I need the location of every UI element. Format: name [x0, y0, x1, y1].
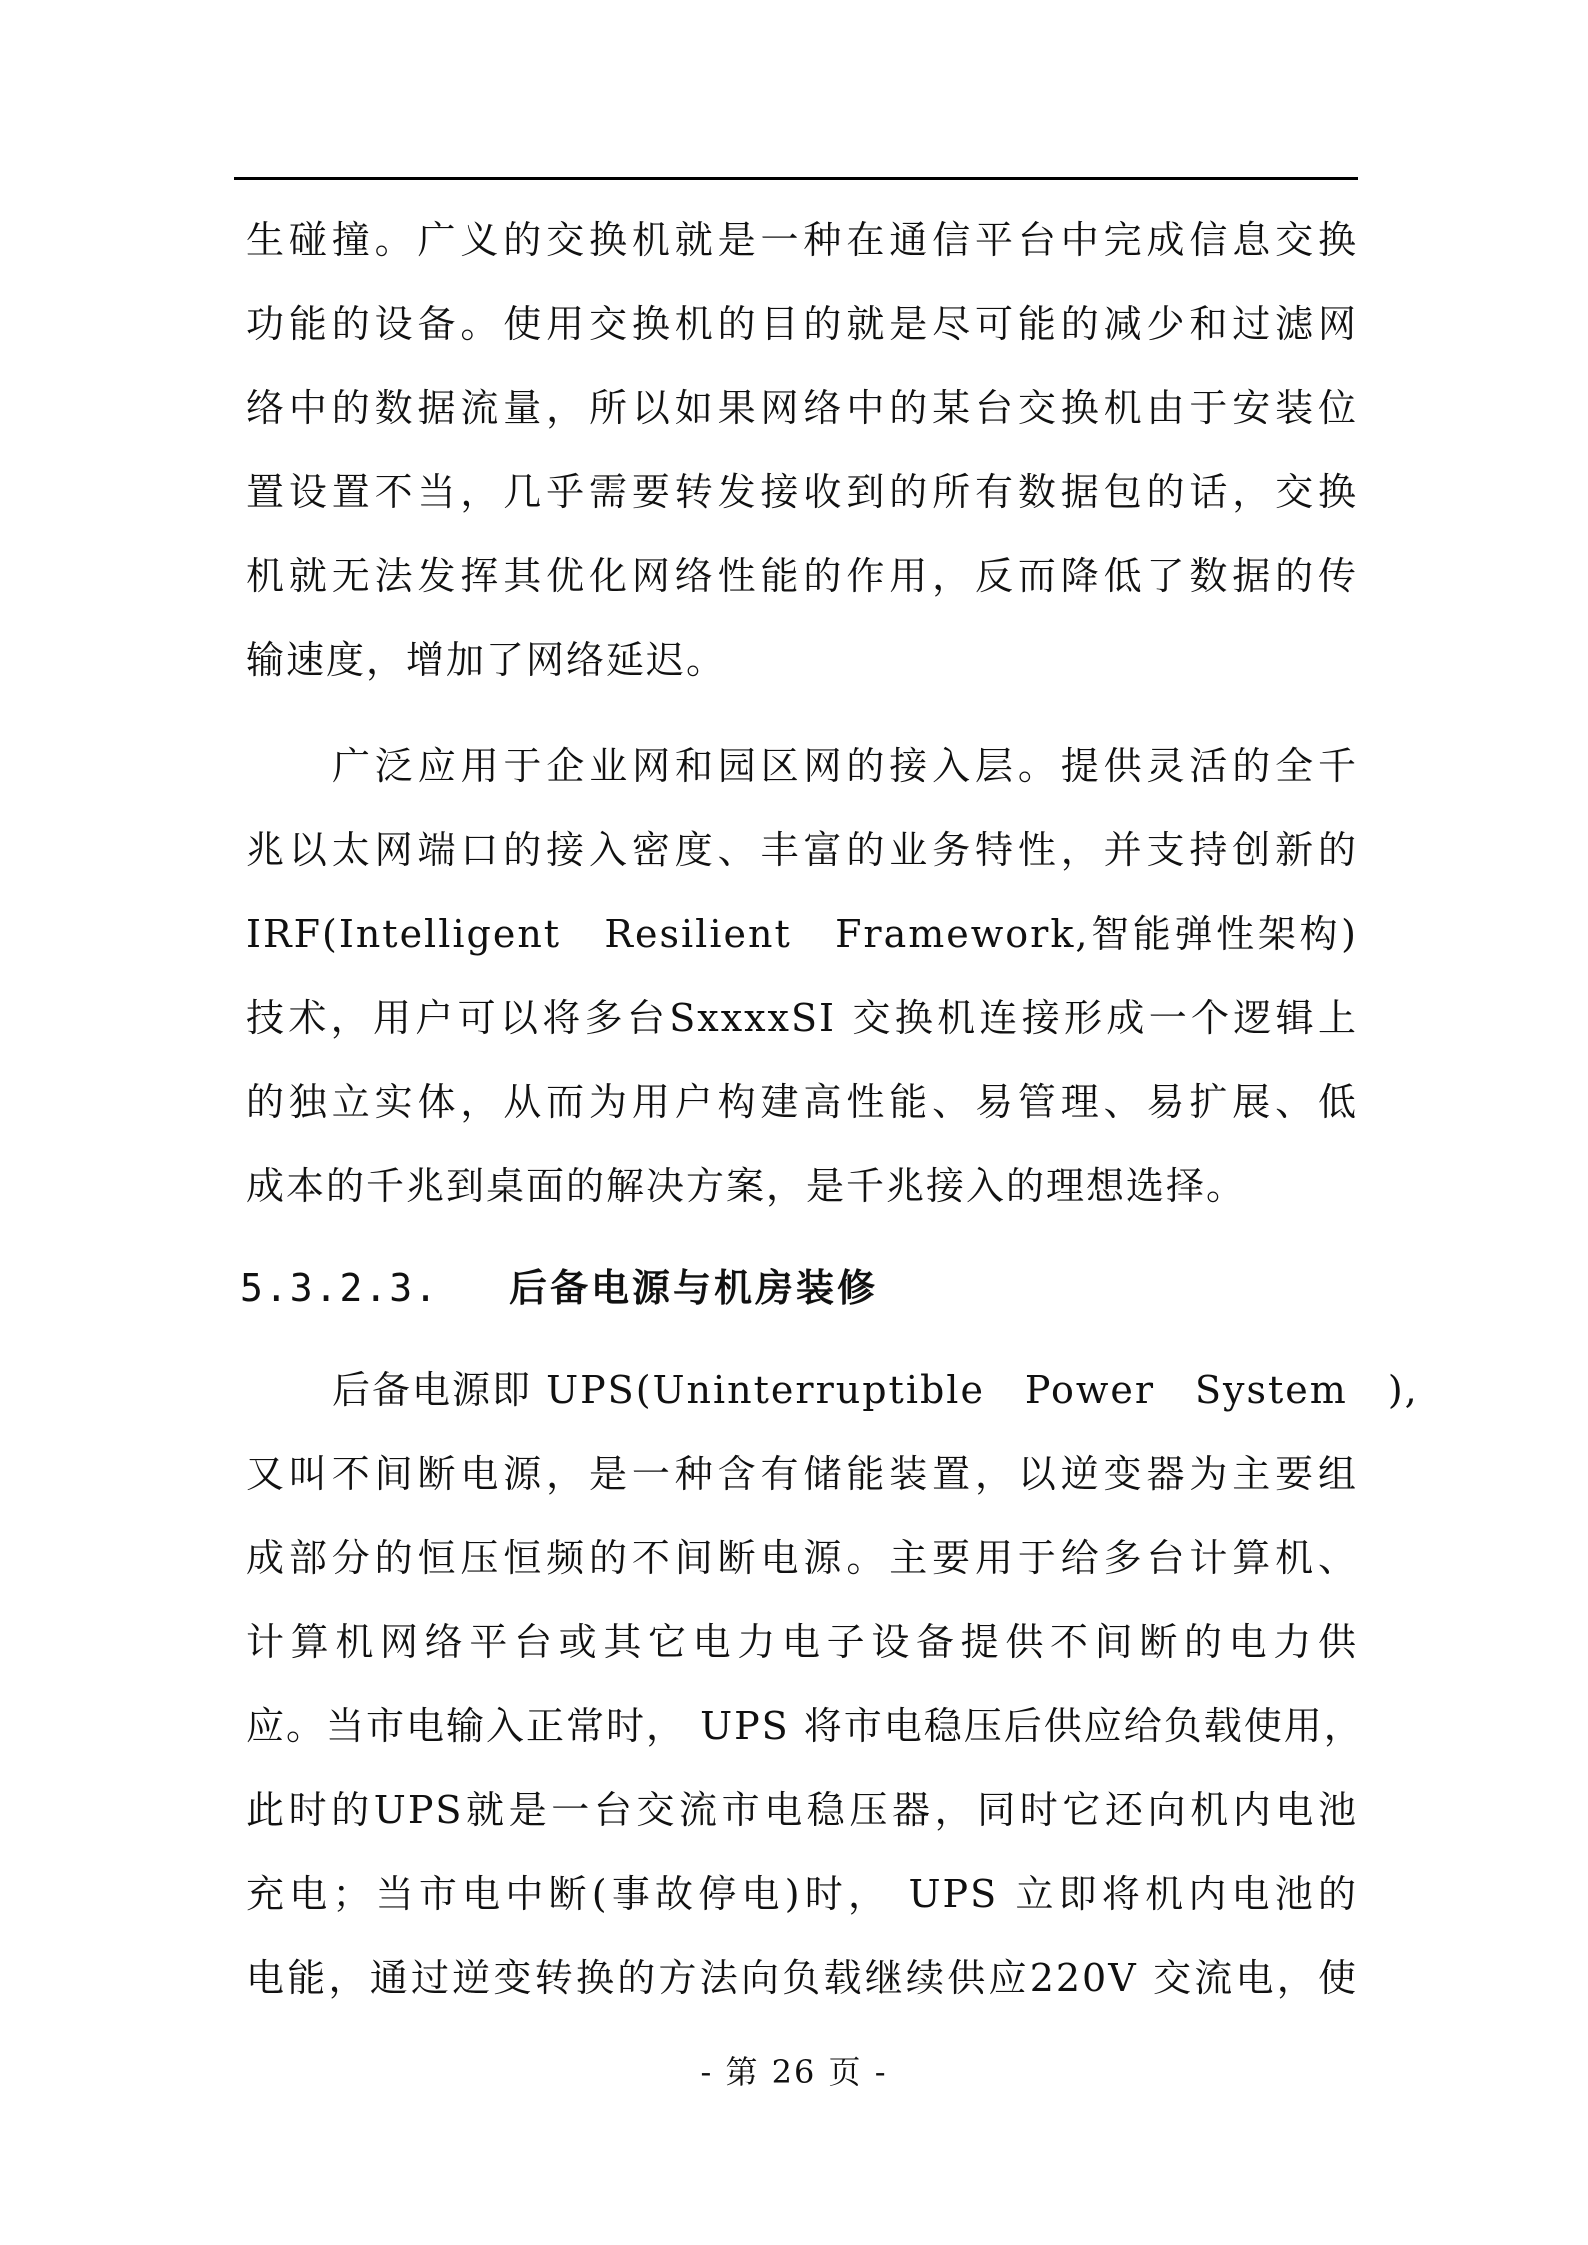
paragraph-ups — [246, 1348, 1419, 2020]
page-number: - 第 26 页 - — [700, 2053, 888, 2091]
text-line: 充电；当市电中断(事故停电)时， UPS 立即将机内电池的 — [246, 1872, 1358, 1916]
text-line: 应。当市电输入正常时， UPS 将市电稳压后供应给负载使用， — [246, 1704, 1364, 1748]
text-line: 功能的设备。使用交换机的目的就是尽可能的减少和过滤网 — [246, 302, 1358, 346]
section-number: 5.3.2.3. — [240, 1266, 440, 1310]
text-line: 技术，用户可以将多台SxxxxSI 交换机连接形成一个逻辑上 — [246, 996, 1358, 1040]
section-heading — [240, 1246, 878, 1330]
paragraph-switch-definition — [246, 198, 1358, 702]
text-line: 兆以太网端口的接入密度、丰富的业务特性，并支持创新的 — [246, 828, 1358, 872]
text-line: 输速度，增加了网络延迟。 — [246, 638, 727, 682]
text-line: 后备电源即 UPS(Uninterruptible Power System ), — [332, 1368, 1419, 1412]
text-line: 机就无法发挥其优化网络性能的作用，反而降低了数据的传 — [246, 554, 1358, 598]
text-line: 计算机网络平台或其它电力电子设备提供不间断的电力供 — [246, 1620, 1358, 1664]
text-line: 此时的UPS就是一台交流市电稳压器，同时它还向机内电池 — [246, 1788, 1358, 1832]
text-line: 成部分的恒压恒频的不间断电源。主要用于给多台计算机、 — [246, 1536, 1358, 1580]
text-line: 又叫不间断电源，是一种含有储能装置，以逆变器为主要组 — [246, 1452, 1358, 1496]
text-line: 成本的千兆到桌面的解决方案，是千兆接入的理想选择。 — [246, 1164, 1247, 1208]
text-line: 电能，通过逆变转换的方法向负载继续供应220V 交流电，使 — [246, 1956, 1358, 2000]
paragraph-switch-application — [246, 724, 1358, 1228]
text-line: 置设置不当，几乎需要转发接收到的所有数据包的话，交换 — [246, 470, 1358, 514]
text-line: IRF(Intelligent Resilient Framework,智能弹性架构) — [246, 912, 1358, 956]
text-line: 生碰撞。广义的交换机就是一种在通信平台中完成信息交换 — [246, 218, 1358, 262]
text-line: 络中的数据流量，所以如果网络中的某台交换机由于安装位 — [246, 386, 1358, 430]
text-line: 的独立实体，从而为用户构建高性能、易管理、易扩展、低 — [246, 1080, 1358, 1124]
text-line: 广泛应用于企业网和园区网的接入层。提供灵活的全千 — [332, 744, 1358, 788]
header-rule — [234, 177, 1358, 180]
section-title: 后备电源与机房装修 — [509, 1266, 879, 1310]
